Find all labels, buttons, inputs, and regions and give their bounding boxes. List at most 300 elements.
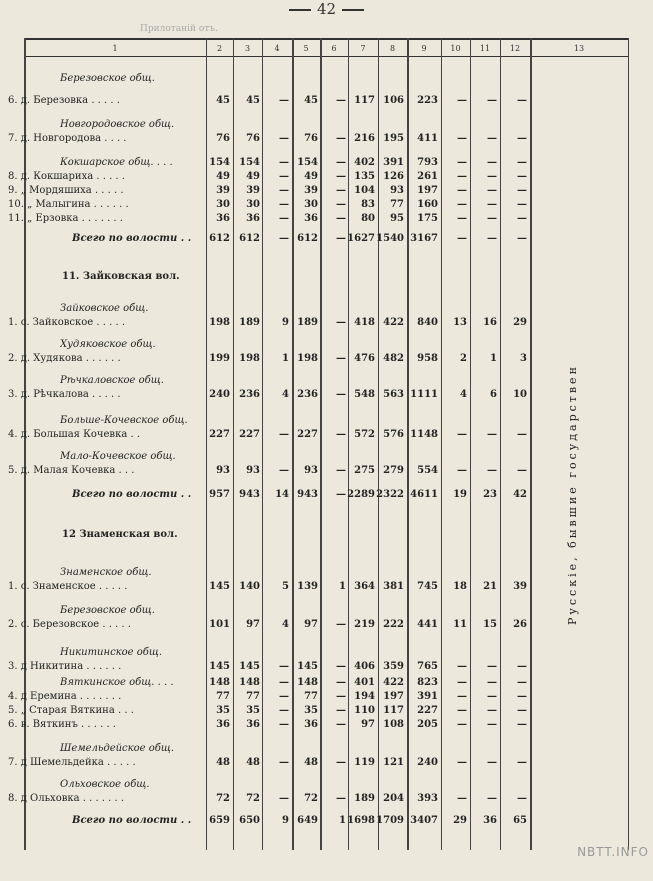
table-cell: 402 bbox=[354, 157, 375, 168]
table-cell: 48 bbox=[304, 757, 318, 768]
marginal-note: Русскіе, бывшие государствен bbox=[566, 364, 579, 626]
table-cell: 30 bbox=[216, 199, 230, 210]
table-row bbox=[0, 792, 653, 806]
table-cell: — bbox=[457, 233, 467, 244]
table-cell: 554 bbox=[417, 465, 438, 476]
table-cell: — bbox=[279, 429, 289, 440]
table-cell: 36 bbox=[304, 213, 318, 224]
row-label: 5. „ Старая Вяткина . . . bbox=[8, 705, 134, 716]
table-cell: 30 bbox=[304, 199, 318, 210]
table-cell: 93 bbox=[304, 465, 318, 476]
table-cell: — bbox=[487, 95, 497, 106]
table-cell: — bbox=[336, 429, 346, 440]
watermark: NBTT.INFO bbox=[577, 845, 649, 859]
table-row bbox=[0, 742, 653, 756]
row-label: Больше-Кочевское общ. bbox=[60, 415, 188, 426]
table-row bbox=[0, 528, 653, 542]
table-cell: 1709 bbox=[376, 815, 404, 826]
table-cell: 3 bbox=[520, 353, 527, 364]
row-label: 1. с. Зайковское . . . . . bbox=[8, 317, 126, 328]
table-cell: 612 bbox=[297, 233, 318, 244]
row-label: 1. с. Знаменское . . . . . bbox=[8, 581, 128, 592]
column-number: 5 bbox=[303, 44, 309, 53]
table-row bbox=[0, 566, 653, 580]
table-cell: — bbox=[279, 95, 289, 106]
table-cell: 279 bbox=[383, 465, 404, 476]
table-cell: 16 bbox=[483, 317, 497, 328]
table-cell: — bbox=[279, 171, 289, 182]
table-cell: 2322 bbox=[376, 489, 404, 500]
table-row bbox=[0, 646, 653, 660]
table-cell: — bbox=[336, 157, 346, 168]
row-label: 10. „ Малыгина . . . . . . bbox=[8, 199, 129, 210]
table-cell: — bbox=[487, 677, 497, 688]
table-row bbox=[0, 464, 653, 478]
table-cell: 393 bbox=[417, 793, 438, 804]
table-cell: 204 bbox=[383, 793, 404, 804]
table-row bbox=[0, 428, 653, 442]
table-cell: — bbox=[457, 757, 467, 768]
table-cell: 197 bbox=[383, 691, 404, 702]
table-cell: — bbox=[336, 317, 346, 328]
column-number: 12 bbox=[509, 44, 521, 53]
table-cell: — bbox=[487, 757, 497, 768]
table-cell: 1 bbox=[339, 815, 346, 826]
table-cell: — bbox=[487, 213, 497, 224]
table-row bbox=[0, 118, 653, 132]
row-label: Всего по волости . . bbox=[72, 815, 192, 826]
table-cell: — bbox=[487, 465, 497, 476]
column-number: 8 bbox=[389, 44, 396, 53]
table-cell: 659 bbox=[209, 815, 230, 826]
table-cell: — bbox=[336, 619, 346, 630]
table-cell: 222 bbox=[383, 619, 404, 630]
row-label: 7. д Шемельдейка . . . . . bbox=[8, 757, 136, 768]
table-cell: 45 bbox=[216, 95, 230, 106]
table-cell: — bbox=[457, 705, 467, 716]
column-number: 10 bbox=[450, 44, 461, 53]
table-cell: 135 bbox=[354, 171, 375, 182]
table-cell: — bbox=[336, 691, 346, 702]
row-label: Березовское общ. bbox=[60, 605, 155, 616]
row-label: 9. „ Мордяшиха . . . . . bbox=[8, 185, 124, 196]
table-cell: 1148 bbox=[410, 429, 438, 440]
table-row bbox=[0, 156, 653, 170]
table-cell: 106 bbox=[383, 95, 404, 106]
table-cell: 227 bbox=[239, 429, 260, 440]
column-number: 7 bbox=[360, 44, 366, 53]
row-label: Мало-Кочевское общ. bbox=[60, 451, 176, 462]
table-cell: 42 bbox=[513, 489, 527, 500]
table-cell: — bbox=[457, 171, 467, 182]
table-cell: 422 bbox=[383, 317, 404, 328]
table-cell: 236 bbox=[239, 389, 260, 400]
table-cell: — bbox=[457, 199, 467, 210]
table-cell: — bbox=[517, 719, 527, 730]
table-cell: — bbox=[487, 171, 497, 182]
table-cell: 48 bbox=[246, 757, 260, 768]
table-cell: 4 bbox=[282, 619, 289, 630]
table-row bbox=[0, 676, 653, 690]
table-cell: 482 bbox=[383, 353, 404, 364]
table-cell: 160 bbox=[417, 199, 438, 210]
column-number: 6 bbox=[331, 44, 337, 53]
table-cell: — bbox=[487, 793, 497, 804]
table-cell: — bbox=[517, 677, 527, 688]
row-label: 2. д. Худякова . . . . . . bbox=[8, 353, 121, 364]
table-cell: 1 bbox=[339, 581, 346, 592]
row-label: 4. д Еремина . . . . . . . bbox=[8, 691, 122, 702]
table-cell: — bbox=[336, 133, 346, 144]
table-cell: — bbox=[457, 429, 467, 440]
table-top-rule bbox=[24, 38, 628, 40]
table-cell: 189 bbox=[239, 317, 260, 328]
table-cell: 39 bbox=[513, 581, 527, 592]
table-cell: 93 bbox=[216, 465, 230, 476]
table-cell: 381 bbox=[383, 581, 404, 592]
table-cell: 943 bbox=[297, 489, 318, 500]
table-cell: — bbox=[457, 677, 467, 688]
table-cell: 227 bbox=[209, 429, 230, 440]
table-cell: 65 bbox=[513, 815, 527, 826]
table-row bbox=[0, 814, 653, 828]
row-label: 3. д. Рѣчкалова . . . . . bbox=[8, 389, 121, 400]
table-cell: — bbox=[457, 213, 467, 224]
table-cell: 198 bbox=[239, 353, 260, 364]
table-cell: 422 bbox=[383, 677, 404, 688]
table-cell: 261 bbox=[417, 171, 438, 182]
table-cell: — bbox=[336, 661, 346, 672]
table-cell: — bbox=[517, 233, 527, 244]
row-label: 11. „ Ерзовка . . . . . . . bbox=[8, 213, 123, 224]
column-number: 2 bbox=[216, 44, 223, 53]
table-cell: 93 bbox=[246, 465, 260, 476]
table-row bbox=[0, 198, 653, 212]
table-cell: 649 bbox=[297, 815, 318, 826]
table-cell: — bbox=[517, 661, 527, 672]
table-cell: 1540 bbox=[376, 233, 404, 244]
row-label: Худяковское общ. bbox=[60, 339, 156, 350]
table-cell: 104 bbox=[354, 185, 375, 196]
table-cell: 45 bbox=[246, 95, 260, 106]
table-cell: 145 bbox=[239, 661, 260, 672]
table-cell: 418 bbox=[354, 317, 375, 328]
table-cell: 240 bbox=[209, 389, 230, 400]
table-cell: 406 bbox=[354, 661, 375, 672]
column-number: 4 bbox=[274, 44, 280, 53]
table-cell: 36 bbox=[216, 719, 230, 730]
table-cell: 175 bbox=[417, 213, 438, 224]
table-cell: 145 bbox=[209, 661, 230, 672]
table-cell: 77 bbox=[216, 691, 230, 702]
table-cell: — bbox=[517, 429, 527, 440]
table-cell: 572 bbox=[354, 429, 375, 440]
table-cell: 117 bbox=[354, 95, 375, 106]
table-cell: 76 bbox=[246, 133, 260, 144]
table-cell: 1698 bbox=[347, 815, 375, 826]
table-cell: 548 bbox=[354, 389, 375, 400]
table-cell: 101 bbox=[209, 619, 230, 630]
table-cell: 240 bbox=[417, 757, 438, 768]
table-row bbox=[0, 232, 653, 246]
table-cell: 650 bbox=[239, 815, 260, 826]
table-cell: 401 bbox=[354, 677, 375, 688]
table-cell: — bbox=[457, 793, 467, 804]
row-label: Рѣчкаловское общ. bbox=[60, 375, 164, 386]
table-row bbox=[0, 704, 653, 718]
table-cell: 77 bbox=[390, 199, 404, 210]
column-number: 9 bbox=[421, 44, 427, 53]
row-label: Всего по волости . . bbox=[72, 233, 192, 244]
table-cell: 39 bbox=[216, 185, 230, 196]
table-cell: — bbox=[457, 185, 467, 196]
table-cell: 1 bbox=[282, 353, 289, 364]
table-row bbox=[0, 316, 653, 330]
table-cell: 216 bbox=[354, 133, 375, 144]
table-cell: 148 bbox=[297, 677, 318, 688]
table-cell: — bbox=[517, 157, 527, 168]
table-cell: 275 bbox=[354, 465, 375, 476]
table-cell: — bbox=[279, 133, 289, 144]
table-cell: 957 bbox=[209, 489, 230, 500]
table-cell: 72 bbox=[304, 793, 318, 804]
table-cell: 126 bbox=[383, 171, 404, 182]
table-cell: 29 bbox=[513, 317, 527, 328]
table-cell: — bbox=[517, 793, 527, 804]
table-cell: — bbox=[279, 677, 289, 688]
table-cell: — bbox=[279, 793, 289, 804]
row-label: 5. д. Малая Кочевка . . . bbox=[8, 465, 135, 476]
table-cell: 195 bbox=[383, 133, 404, 144]
table-cell: 121 bbox=[383, 757, 404, 768]
table-cell: 119 bbox=[354, 757, 375, 768]
table-cell: — bbox=[517, 133, 527, 144]
table-cell: 148 bbox=[239, 677, 260, 688]
table-cell: 145 bbox=[209, 581, 230, 592]
table-cell: — bbox=[279, 233, 289, 244]
table-cell: 36 bbox=[216, 213, 230, 224]
table-cell: 612 bbox=[239, 233, 260, 244]
table-row bbox=[0, 604, 653, 618]
table-cell: 18 bbox=[453, 581, 467, 592]
row-label: Всего по волости . . bbox=[72, 489, 192, 500]
table-cell: 198 bbox=[297, 353, 318, 364]
table-cell: 35 bbox=[216, 705, 230, 716]
table-cell: — bbox=[279, 757, 289, 768]
table-cell: 227 bbox=[297, 429, 318, 440]
table-cell: 39 bbox=[246, 185, 260, 196]
table-cell: — bbox=[336, 389, 346, 400]
table-cell: 223 bbox=[417, 95, 438, 106]
table-cell: — bbox=[457, 691, 467, 702]
table-cell: — bbox=[517, 95, 527, 106]
table-cell: — bbox=[279, 719, 289, 730]
table-cell: 76 bbox=[216, 133, 230, 144]
table-cell: 194 bbox=[354, 691, 375, 702]
table-row bbox=[0, 718, 653, 732]
table-cell: 612 bbox=[209, 233, 230, 244]
table-row bbox=[0, 660, 653, 674]
table-cell: — bbox=[517, 705, 527, 716]
table-cell: 576 bbox=[383, 429, 404, 440]
table-cell: — bbox=[487, 691, 497, 702]
table-cell: 23 bbox=[483, 489, 497, 500]
table-cell: — bbox=[517, 171, 527, 182]
table-cell: 49 bbox=[216, 171, 230, 182]
row-label: 3. д Никитина . . . . . . bbox=[8, 661, 122, 672]
table-cell: — bbox=[279, 465, 289, 476]
table-cell: 1 bbox=[490, 353, 497, 364]
row-label: 6. в. Вяткинъ . . . . . . bbox=[8, 719, 116, 730]
table-cell: — bbox=[336, 757, 346, 768]
table-cell: 1627 bbox=[347, 233, 375, 244]
table-cell: 97 bbox=[304, 619, 318, 630]
table-row bbox=[0, 94, 653, 108]
table-cell: — bbox=[487, 233, 497, 244]
table-cell: — bbox=[279, 157, 289, 168]
table-row bbox=[0, 388, 653, 402]
table-cell: 76 bbox=[304, 133, 318, 144]
table-cell: 10 bbox=[513, 389, 527, 400]
table-cell: — bbox=[487, 133, 497, 144]
table-cell: 77 bbox=[246, 691, 260, 702]
table-row bbox=[0, 618, 653, 632]
table-cell: — bbox=[279, 691, 289, 702]
table-cell: — bbox=[336, 489, 346, 500]
table-cell: 2 bbox=[460, 353, 467, 364]
table-cell: — bbox=[517, 185, 527, 196]
table-cell: — bbox=[517, 691, 527, 702]
table-cell: 93 bbox=[390, 185, 404, 196]
table-cell: — bbox=[457, 661, 467, 672]
table-cell: — bbox=[279, 185, 289, 196]
table-cell: 6 bbox=[490, 389, 497, 400]
table-cell: — bbox=[487, 429, 497, 440]
column-number: 13 bbox=[573, 44, 585, 53]
table-cell: 364 bbox=[354, 581, 375, 592]
table-row bbox=[0, 374, 653, 388]
table-cell: 5 bbox=[282, 581, 289, 592]
table-cell: — bbox=[487, 199, 497, 210]
table-cell: — bbox=[487, 157, 497, 168]
table-cell: 80 bbox=[361, 213, 375, 224]
table-cell: 765 bbox=[417, 661, 438, 672]
table-cell: 140 bbox=[239, 581, 260, 592]
table-row bbox=[0, 270, 653, 284]
table-cell: 36 bbox=[246, 213, 260, 224]
table-row bbox=[0, 352, 653, 366]
table-cell: 1111 bbox=[410, 389, 438, 400]
table-cell: 154 bbox=[297, 157, 318, 168]
table-cell: — bbox=[279, 661, 289, 672]
table-cell: — bbox=[517, 757, 527, 768]
table-cell: 3407 bbox=[410, 815, 438, 826]
table-cell: 840 bbox=[417, 317, 438, 328]
table-cell: 72 bbox=[216, 793, 230, 804]
table-cell: 359 bbox=[383, 661, 404, 672]
table-cell: 189 bbox=[354, 793, 375, 804]
table-cell: 4 bbox=[282, 389, 289, 400]
row-label: 4. д. Большая Кочевка . . bbox=[8, 429, 140, 440]
table-cell: — bbox=[457, 95, 467, 106]
row-label: Кокшарское общ. . . . bbox=[60, 157, 173, 168]
table-cell: — bbox=[457, 719, 467, 730]
table-row bbox=[0, 414, 653, 428]
table-cell: 793 bbox=[417, 157, 438, 168]
row-label: 12 Знаменская вол. bbox=[62, 529, 178, 540]
table-cell: 83 bbox=[361, 199, 375, 210]
table-cell: — bbox=[336, 793, 346, 804]
table-cell: 154 bbox=[239, 157, 260, 168]
table-cell: 108 bbox=[383, 719, 404, 730]
table-row bbox=[0, 170, 653, 184]
table-cell: 958 bbox=[417, 353, 438, 364]
table-cell: 29 bbox=[453, 815, 467, 826]
table-cell: 97 bbox=[246, 619, 260, 630]
table-cell: 30 bbox=[246, 199, 260, 210]
table-cell: — bbox=[457, 133, 467, 144]
table-cell: 411 bbox=[417, 133, 438, 144]
table-cell: — bbox=[279, 705, 289, 716]
table-cell: — bbox=[457, 157, 467, 168]
table-cell: 197 bbox=[417, 185, 438, 196]
table-cell: 35 bbox=[246, 705, 260, 716]
table-cell: 110 bbox=[354, 705, 375, 716]
table-cell: — bbox=[336, 213, 346, 224]
table-cell: 39 bbox=[304, 185, 318, 196]
table-cell: 97 bbox=[361, 719, 375, 730]
bleed-through-text: Прилотаній отъ. bbox=[140, 24, 218, 34]
table-row bbox=[0, 72, 653, 86]
table-cell: 95 bbox=[390, 213, 404, 224]
table-cell: — bbox=[279, 199, 289, 210]
table-row bbox=[0, 580, 653, 594]
row-label: 7. д. Новгородова . . . . bbox=[8, 133, 127, 144]
table-cell: 391 bbox=[417, 691, 438, 702]
table-cell: — bbox=[336, 677, 346, 688]
table-cell: 14 bbox=[275, 489, 289, 500]
table-cell: — bbox=[336, 719, 346, 730]
table-cell: — bbox=[517, 213, 527, 224]
table-cell: 563 bbox=[383, 389, 404, 400]
page-number-text: 42 bbox=[316, 0, 337, 18]
row-label: 8. д. Кокшариха . . . . . bbox=[8, 171, 125, 182]
table-cell: 745 bbox=[417, 581, 438, 592]
table-cell: — bbox=[336, 353, 346, 364]
table-row bbox=[0, 756, 653, 770]
table-cell: 391 bbox=[383, 157, 404, 168]
column-number: 11 bbox=[479, 44, 491, 53]
header-rule bbox=[24, 56, 628, 57]
table-cell: — bbox=[517, 199, 527, 210]
table-cell: — bbox=[336, 185, 346, 196]
table-cell: — bbox=[487, 705, 497, 716]
table-cell: 4611 bbox=[410, 489, 438, 500]
row-label: 11. Зайковская вол. bbox=[62, 271, 180, 282]
table-row bbox=[0, 132, 653, 146]
table-row bbox=[0, 778, 653, 792]
table-cell: — bbox=[336, 171, 346, 182]
table-cell: 148 bbox=[209, 677, 230, 688]
table-cell: 26 bbox=[513, 619, 527, 630]
table-cell: 49 bbox=[304, 171, 318, 182]
table-row bbox=[0, 690, 653, 704]
table-cell: 11 bbox=[453, 619, 467, 630]
table-cell: — bbox=[336, 705, 346, 716]
table-cell: 36 bbox=[246, 719, 260, 730]
table-row bbox=[0, 184, 653, 198]
column-number: 1 bbox=[112, 44, 118, 53]
